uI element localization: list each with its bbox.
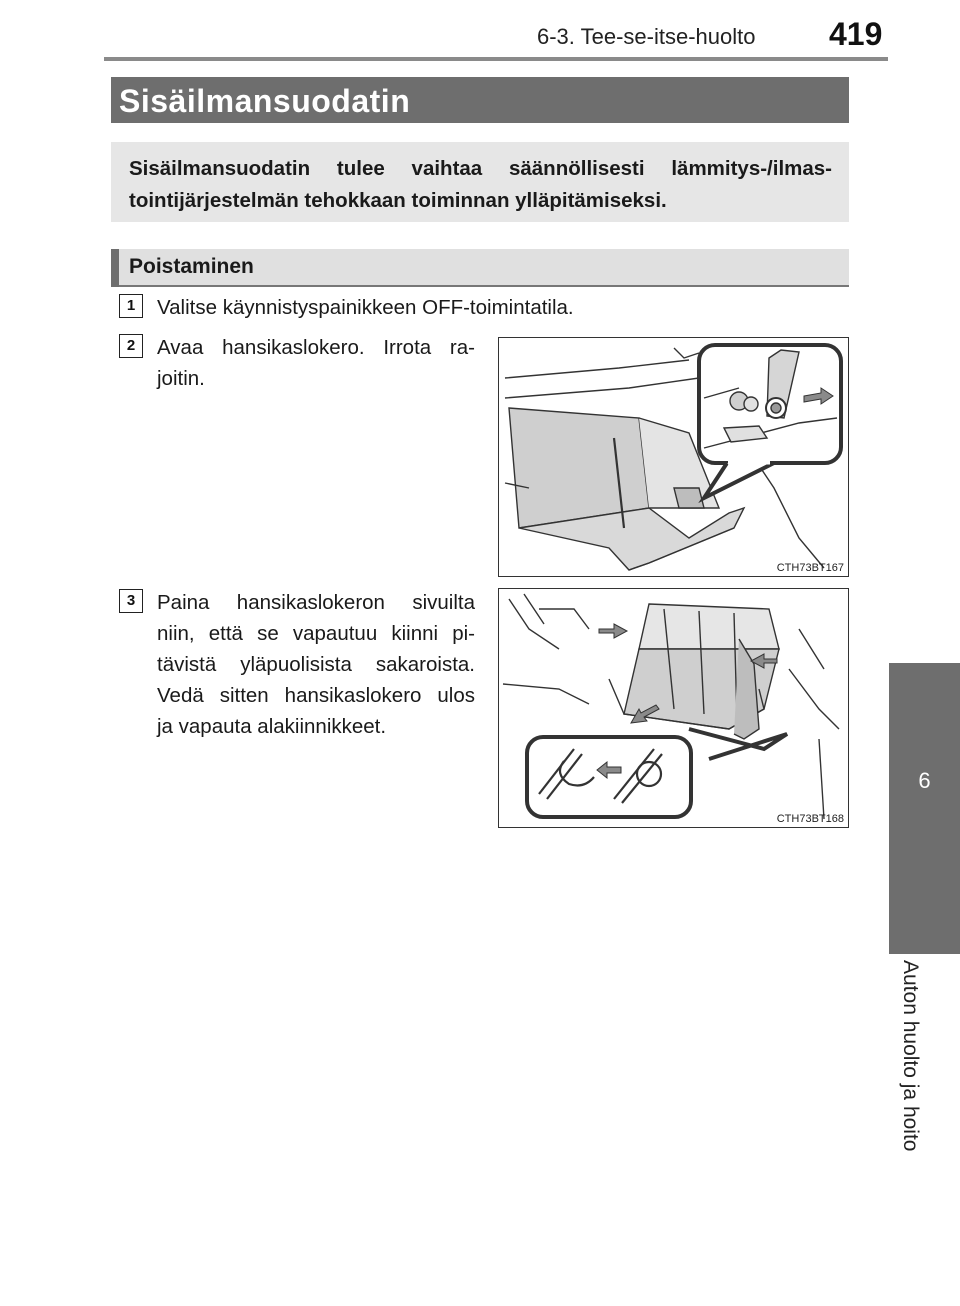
glovebox-illustration	[499, 338, 847, 575]
subsection-title: Poistaminen	[129, 255, 254, 278]
header-section-title: 6-3. Tee-se-itse-huolto	[537, 24, 756, 49]
step-number: 3	[119, 589, 143, 613]
step-line: Paina hansikaslokeron sivuilta	[157, 591, 475, 614]
figure-code: CTH73BT167	[776, 562, 844, 574]
intro-line: Sisäilmansuodatin tulee vaihtaa säännöllisesti lämmitys-/ilmas-	[129, 157, 832, 180]
step-text	[157, 587, 475, 742]
step-line: Avaa hansikaslokero. Irrota ra-	[157, 336, 475, 359]
page-title: Sisäilmansuodatin	[119, 83, 411, 119]
intro-box	[111, 142, 849, 222]
chapter-title: Auton huolto ja hoito	[899, 960, 922, 1152]
step-number: 1	[119, 294, 143, 318]
chapter-number: 6	[918, 768, 931, 793]
step-line: Valitse käynnistyspainikkeen OFF-toimintatila.	[157, 296, 574, 319]
step-text	[157, 292, 657, 323]
step-line: Vedä sitten hansikaslokero ulos	[157, 684, 475, 707]
glovebox-release-illustration	[499, 589, 847, 826]
intro-line: tointijärjestelmän tehokkaan toiminnan ylläpitämiseksi.	[129, 189, 667, 212]
intro-text	[129, 153, 832, 217]
page-number: 419	[829, 16, 883, 52]
figure-code: CTH73BT168	[776, 813, 844, 825]
figure-glovebox-open	[498, 337, 849, 577]
step-line: ja vapauta alakiinnikkeet.	[157, 715, 387, 738]
figure-glovebox-release	[498, 588, 849, 828]
step-line: joitin.	[157, 367, 205, 390]
step-text	[157, 332, 475, 394]
header-rule	[104, 57, 888, 61]
chapter-tab	[889, 663, 960, 954]
subsection-marker	[111, 249, 119, 287]
step-number: 2	[119, 334, 143, 358]
step-line: tävistä yläpuolisista sakaroista.	[157, 653, 475, 676]
subsection-heading	[111, 249, 849, 287]
step-line: niin, että se vapautuu kiinni pi-	[157, 622, 475, 645]
page-title-bar	[111, 77, 849, 123]
arrow-icon	[599, 624, 627, 638]
